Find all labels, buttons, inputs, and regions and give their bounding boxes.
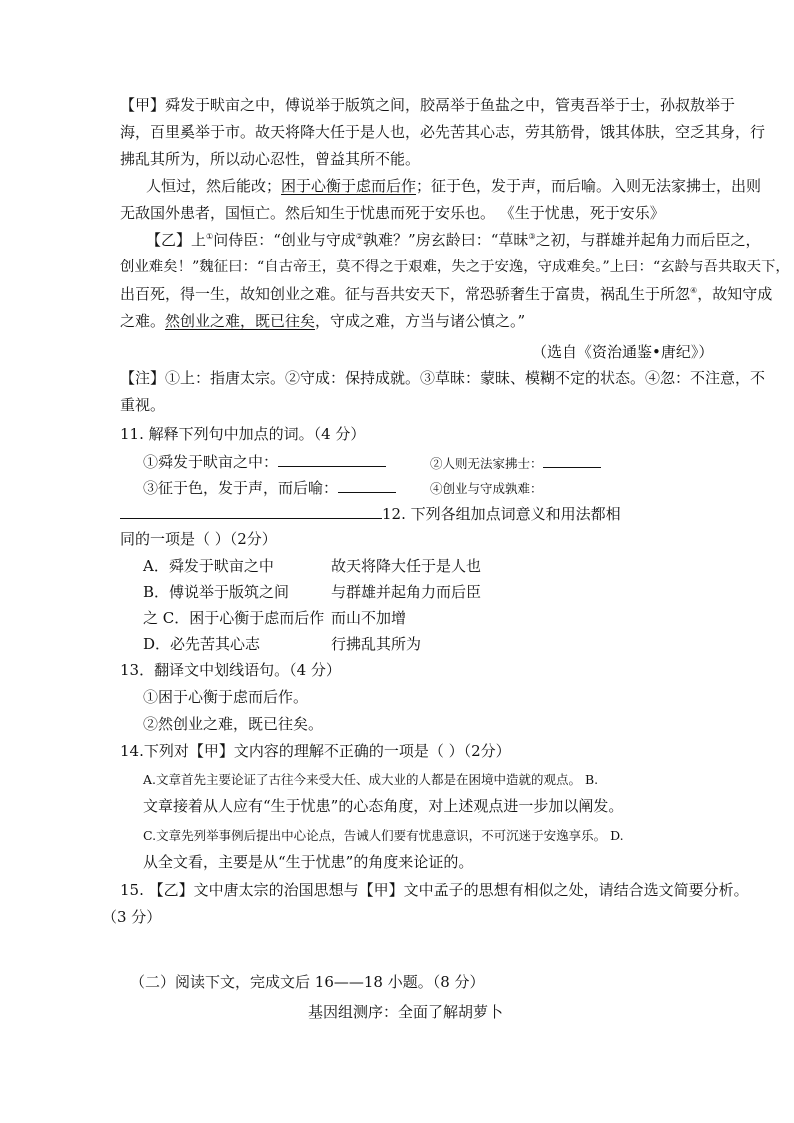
footnote-mark: ②	[355, 232, 364, 241]
yi-line-1	[146, 230, 761, 250]
q13-title: 13．翻译文中划线语句。（4 分）	[120, 661, 341, 679]
q14-option-a[interactable]: A.文章首先主要论证了古往今来受大任、成大业的人都是在困境中造就的观点。 B.	[143, 772, 599, 787]
note-line-2: 重视。	[120, 396, 166, 414]
yi-text: 之初，与群雄并起角力而后臣之，	[535, 231, 761, 249]
answer-blank[interactable]	[338, 478, 396, 493]
q11-item-1	[143, 452, 386, 472]
q11-item-2-label: ②人则无法家拂士：	[430, 456, 543, 471]
jia-line-4-text-b: ；征于色，发于声，而后喻。入则无法家拂士，出则	[416, 177, 762, 195]
q15-score: （3 分）	[102, 908, 162, 926]
q12-option-c[interactable]: 之 C．困于心衡于虑而后作	[143, 609, 325, 627]
q12-option-d-pair: 行拂乱其所为	[331, 635, 422, 653]
footnote-mark: ④	[690, 286, 698, 295]
q11-item-1-label: ①舜发于畎亩之中：	[143, 453, 279, 471]
yi-text: 之难。	[120, 312, 166, 330]
q14-option-b[interactable]: 文章接着从人应有“生于忧患”的心态角度，对上述观点进一步加以阐发。	[143, 797, 624, 815]
yi-underlined-sentence: 然创业之难，既已往矣	[165, 312, 316, 330]
yi-text: ，故知守成	[697, 285, 773, 303]
answer-blank[interactable]	[120, 504, 382, 519]
jia-underlined-sentence: 困于心衡于虑而后作	[281, 177, 417, 195]
q12-option-a-pair: 故天将降大任于是人也	[331, 557, 482, 575]
jia-line-4	[146, 176, 761, 196]
q14-title: 14.下列对【甲】文内容的理解不正确的一项是（ ）（2分）	[120, 742, 511, 760]
q11-item-2	[430, 453, 601, 474]
yi-text: 出百死，得一生，故知创业之难。征与吾共安天下，常恐骄奢生于富贵，祸乱生于所忽	[120, 285, 691, 303]
answer-blank[interactable]	[543, 453, 601, 468]
footnote-mark: ①	[206, 232, 214, 241]
q12-option-b-pair: 与群雄并起角力而后臣	[331, 583, 482, 601]
q11-title: 11. 解释下列句中加点的词。（4 分）	[120, 425, 366, 443]
yi-source: （选自《资治通鉴•唐纪》）	[532, 343, 714, 361]
q12-title: 12. 下列各组加点词意义和用法都相	[382, 505, 621, 523]
q11-item-3-label: ③征于色，发于声，而后喻：	[143, 479, 339, 497]
yi-line-2: 创业难矣！”魏征曰：“自古帝王，莫不得之于艰难，失之于安逸，守成难矣。”上曰：“玄龄与吾共取天下，	[120, 259, 790, 275]
q14-option-d[interactable]: 从全文看，主要是从“生于忧患”的角度来论证的。	[143, 853, 474, 871]
jia-line-2: 海，百里奚举于市。故天将降大任于是人也，必先苦其心志，劳其筋骨，饿其体肤，空乏其身，行	[120, 123, 766, 141]
q14-option-c[interactable]: C.文章先列举事例后提出中心论点，告诫人们要有忧患意识，不可沉迷于安逸享乐。 D.	[143, 828, 624, 843]
answer-blank[interactable]	[278, 452, 386, 467]
yi-text: 【乙】上	[146, 231, 207, 249]
q13-sentence-1: ①困于心衡于虑而后作。	[143, 688, 309, 706]
q15-title: 15. 【乙】文中唐太宗的治国思想与【甲】文中孟子的思想有相似之处，请结合选文简要分析。	[120, 881, 749, 899]
q12-option-c-pair: 而山不加增	[331, 609, 407, 627]
jia-line-4-text-a: 人恒过，然后能改；	[146, 177, 282, 195]
part2-title: （二）阅读下文，完成文后 16——18 小题。（8 分）	[130, 973, 485, 991]
jia-line-3: 拂乱其所为，所以动心忍性，曾益其所不能。	[120, 150, 421, 168]
q12-option-b[interactable]: B．傅说举于版筑之间	[143, 583, 290, 601]
q12-option-d[interactable]: D．必先苦其心志	[143, 635, 261, 653]
jia-line-1: 【甲】舜发于畎亩之中，傅说举于版筑之间，胶鬲举于鱼盐之中，管夷吾举于士，孙叔敖举于	[120, 96, 736, 114]
q13-sentence-2: ②然创业之难，既已往矣。	[143, 715, 324, 733]
jia-line-5: 无敌国外患者，国恒亡。然后知生于忧患而死于安乐也。 《生于忧患，死于安乐》	[120, 204, 665, 222]
yi-line-4	[120, 311, 525, 331]
q11-item-3	[143, 478, 396, 498]
q12-option-a[interactable]: A．舜发于畎亩之中	[143, 557, 274, 575]
yi-text: 孰难？”房玄龄曰：“草昧	[363, 231, 529, 249]
yi-text: ，守成之难，方当与诸公慎之。”	[315, 312, 526, 330]
yi-text: 问侍臣：“创业与守成	[213, 231, 356, 249]
q12-line-2: 同的一项是（ ）（2分）	[120, 530, 277, 548]
note-line-1: 【注】①上：指唐太宗。②守成：保持成就。③草昧：蒙昧、模糊不定的状态。④忽：不注意，不	[120, 369, 766, 387]
part2-heading: 基因组测序：全面了解胡萝卜	[308, 1003, 504, 1021]
footnote-mark: ③	[528, 232, 536, 241]
yi-line-3	[120, 284, 772, 304]
q12-line-1	[120, 504, 621, 524]
q11-item-4: ④创业与守成孰难：	[430, 481, 543, 496]
